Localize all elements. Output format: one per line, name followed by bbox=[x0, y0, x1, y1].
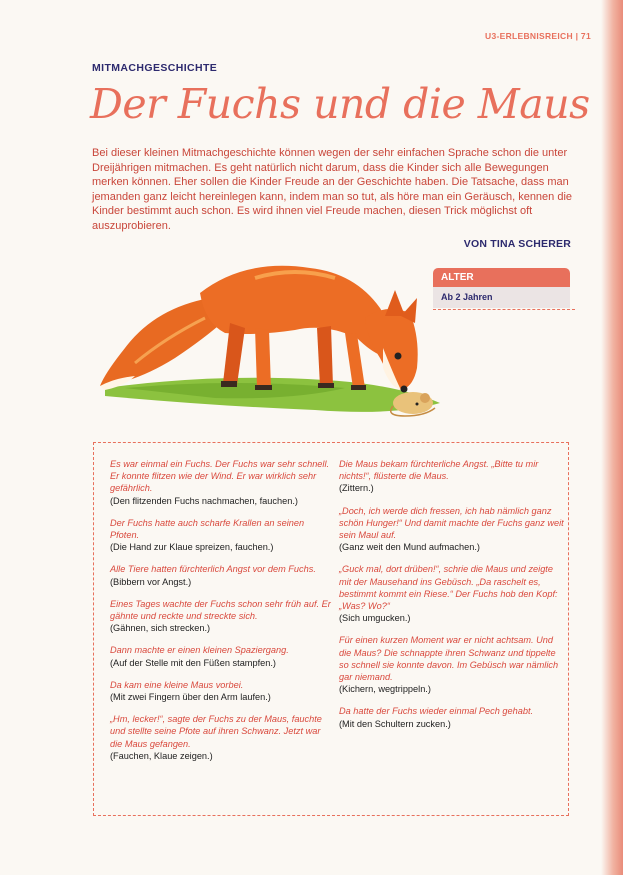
age-value: Ab 2 Jahren bbox=[433, 287, 570, 308]
story-action: (Bibbern vor Angst.) bbox=[110, 576, 192, 587]
story-block bbox=[339, 563, 564, 624]
story-text: Da kam eine kleine Maus vorbei. bbox=[110, 679, 244, 690]
story-action: (Ganz weit den Mund aufmachen.) bbox=[339, 542, 480, 553]
story-action: (Den flitzenden Fuchs nachmachen, fauchen.) bbox=[110, 495, 298, 506]
author-byline: VON TINA SCHERER bbox=[463, 238, 571, 250]
age-info-box bbox=[433, 268, 570, 310]
running-header: U3-ERLEBNISREICH | 71 bbox=[485, 31, 591, 41]
story-block bbox=[110, 458, 335, 507]
story-action: (Mit zwei Fingern über den Arm laufen.) bbox=[110, 692, 271, 703]
story-text: „Hm, lecker!“, sagte der Fuchs zu der Maus, fauchte und stellte seine Pfote auf ihren Schwanz. Jetzt war die Maus gefangen. bbox=[110, 714, 322, 749]
story-block bbox=[110, 517, 335, 554]
age-box-divider bbox=[433, 309, 575, 310]
story-text: Dann machte er einen kleinen Spaziergang. bbox=[110, 645, 289, 656]
story-block bbox=[110, 563, 335, 587]
story-block bbox=[339, 634, 564, 695]
story-action: (Mit den Schultern zucken.) bbox=[339, 718, 451, 729]
story-column-right bbox=[339, 458, 564, 740]
story-block bbox=[339, 505, 564, 554]
page-title: Der Fuchs und die Maus bbox=[90, 80, 590, 128]
story-block bbox=[339, 458, 564, 495]
story-text: Für einen kurzen Moment war er nicht achtsam. Und die Maus? Die schnappte ihren Schwanz und tippelte so schnell sie konnte davon. Im Gebüsch war nämlich gar niemand. bbox=[339, 635, 559, 683]
story-column-left bbox=[110, 458, 335, 772]
page-edge-gradient bbox=[601, 0, 623, 875]
story-action: (Zittern.) bbox=[339, 483, 374, 494]
story-block bbox=[110, 713, 335, 762]
story-action: (Sich umgucken.) bbox=[339, 613, 411, 624]
story-text: „Guck mal, dort drüben!“, schrie die Maus und zeigte mit der Mausehand ins Gebüsch. „Da raschelt es, bestimmt kommt ein Riese.“ Der Fuchs hob den Kopf: „Was? Wo?“ bbox=[339, 564, 558, 612]
story-action: (Kichern, wegtrippeln.) bbox=[339, 684, 431, 695]
section-kicker: MITMACHGESCHICHTE bbox=[92, 62, 218, 74]
story-action: (Gähnen, sich strecken.) bbox=[110, 623, 211, 634]
story-text: Eines Tages wachte der Fuchs schon sehr früh auf. Er gähnte und reckte und streckte sich. bbox=[110, 598, 331, 622]
story-block bbox=[110, 679, 335, 703]
story-text: Es war einmal ein Fuchs. Der Fuchs war sehr schnell. Er konnte flitzen wie der Wind. Er war wirklich sehr gefährlich. bbox=[110, 459, 330, 494]
story-text: Der Fuchs hatte auch scharfe Krallen an seinen Pfoten. bbox=[110, 517, 305, 541]
story-block bbox=[339, 705, 564, 729]
story-action: (Fauchen, Klaue zeigen.) bbox=[110, 750, 213, 761]
story-action: (Die Hand zur Klaue spreizen, fauchen.) bbox=[110, 542, 274, 553]
age-label: ALTER bbox=[433, 268, 570, 287]
story-text: Alle Tiere hatten fürchterlich Angst vor dem Fuchs. bbox=[110, 564, 316, 575]
story-text: Da hatte der Fuchs wieder einmal Pech gehabt. bbox=[339, 706, 534, 717]
story-text: „Doch, ich werde dich fressen, ich hab nämlich ganz schön Hunger!“ Und damit machte der Fuchs ganz weit sein Maul auf. bbox=[339, 505, 564, 541]
story-text: Die Maus bekam fürchterliche Angst. „Bitte tu mir nichts!“, flüsterte die Maus. bbox=[339, 459, 539, 482]
intro-paragraph: Bei dieser kleinen Mitmachgeschichte können wegen der sehr einfachen Sprache schon die unter Dreijährigen mitmachen. Es geht natürlich nicht darum, dass die Kinder sich alle Bewegungen merken können. Eher sollen die Kinder Freude an der Geschichte haben. Die Tatsache, dass man jemanden ganz leicht hereinlegen kann, indem man so tut, als höre man ein Geräusch, kennen die Kinder bestimmt auch schon. Es wird ihnen viel Freude machen, diesen Trick möglichst oft auszuprobieren. bbox=[92, 147, 573, 232]
story-action: (Auf der Stelle mit den Füßen stampfen.) bbox=[110, 657, 276, 668]
story-box bbox=[93, 442, 569, 816]
story-block bbox=[110, 644, 335, 668]
fox-and-mouse-illustration bbox=[95, 238, 440, 428]
story-block bbox=[110, 598, 335, 635]
